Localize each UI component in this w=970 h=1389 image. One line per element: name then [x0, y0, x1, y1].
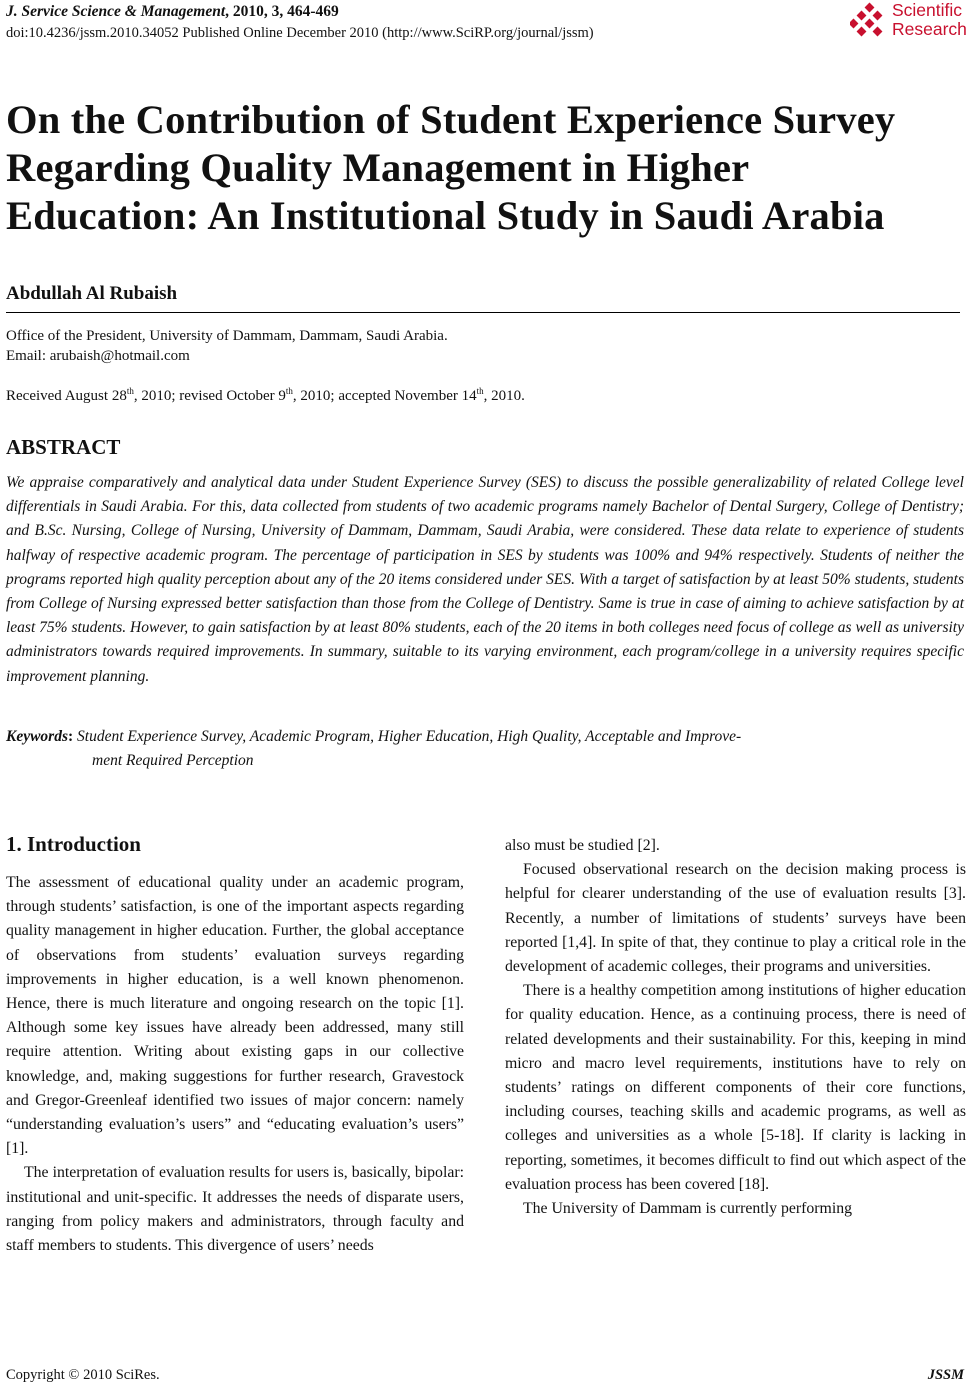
revised-text: , 2010; revised October 9 — [133, 388, 286, 404]
journal-citation — [6, 3, 339, 21]
logo-mark-icon — [850, 2, 890, 42]
received-dates — [6, 386, 525, 405]
paper-title — [6, 96, 966, 240]
keywords-line-1: Student Experience Survey, Academic Program, Higher Education, High Quality, Acceptable and Improve- — [73, 728, 742, 745]
paragraph: The assessment of educational quality under an academic program, through students’ satisfaction, is one of the important aspects regarding quality management in higher education. Further, the global acceptance of observations from students’ evaluation surveys regarding improvements in higher education, is a well known phenomenon. Hence, there is much literature and ongoing research on the topic [1]. Although some key issues have already been addressed, many still require attention. Writing about existing gaps in our collective knowledge, and, making suggestions for further research, Gravestock and Gregor-Greenleaf identified two issues of major concern: namely “understanding evaluation’s users” and “educating evaluation’s users” [1]. — [6, 874, 464, 1158]
title-line: Regarding Quality Management in Higher — [6, 145, 750, 190]
title-line: On the Contribution of Student Experience Survey — [6, 97, 896, 142]
paragraph: The interpretation of evaluation results for users is, basically, bipolar: institutional and unit-specific. It addresses the needs of disparate users, ranging from policy makers and administrators, through faculty and staff members to students. This divergence of users’ needs — [6, 1164, 464, 1255]
doi-line: doi:10.4236/jssm.2010.34052 Published Online December 2010 (http://www.SciRP.org/journal/jssm) — [6, 25, 594, 41]
logo-wordmark — [892, 1, 967, 39]
keywords-line-2: ment Required Perception — [92, 752, 254, 769]
email[interactable]: Email: arubaish@hotmail.com — [6, 348, 190, 364]
journal-name: J. Service Science & Management — [6, 3, 226, 20]
logo-line-1: Scientific — [892, 0, 963, 20]
ordinal-suffix: th — [476, 386, 484, 396]
publisher-logo — [850, 0, 970, 46]
keywords-label: Keywords — [6, 728, 68, 745]
author-name: Abdullah Al Rubaish — [6, 283, 178, 304]
keywords: Keywords: Student Experience Survey, Academic Program, Higher Education, High Quality, Acceptable and Improve- ment Required Perception — [6, 725, 964, 773]
divider — [6, 312, 960, 313]
accepted-text: , 2010; accepted November 14 — [292, 388, 477, 404]
paragraph: The University of Dammam is currently performing — [523, 1200, 853, 1218]
left-column — [6, 871, 464, 1258]
received-end: , 2010. — [483, 388, 525, 404]
copyright: Copyright © 2010 SciRes. — [6, 1367, 160, 1383]
logo-line-2: Research — [892, 19, 967, 39]
affiliation-block — [6, 326, 448, 366]
abstract-text: We appraise comparatively and analytical data under Student Experience Survey (SES) to discuss the possible generalizability of related College level differentials in Saudi Arabia. For this, data collected from students of two academic programs namely Bachelor of Dental Surgery, College of Dentistry; and B.Sc. Nursing, College of Nursing, University of Dammam, Dammam, Saudi Arabia, were considered. These data relate to experience of students halfway of respective academic program. The percentage of participation in SES by students was 100% and 94% respectively. Students of neither the programs reported high quality perception about any of the 20 items considered under SES. With a target of satisfaction by at least 50% students, students from College of Nursing expressed better satisfaction than those from the College of Dentistry. Same is true in case of aiming to achieve satisfaction by at least 75% students. However, to gain satisfaction by at least 80% students, each of the 20 items in both colleges need focus of college as well as university administrators towards required improvements. In summary, suitable to its varying environment, each program/college in a university requires specific improvement planning. — [6, 474, 964, 685]
paragraph: Focused observational research on the decision making process is helpful for clearer understanding of the use of evaluation results [3]. Recently, a number of limitations of students’ surveys have been reported [1,4]. In spite of that, they continue to play a critical role in the development of academic colleges, their programs and universities. — [505, 861, 966, 976]
journal-abbreviation: JSSM — [927, 1367, 964, 1383]
abstract-heading: ABSTRACT — [6, 435, 121, 459]
ordinal-suffix: th — [126, 386, 134, 396]
right-column — [505, 834, 966, 1221]
section-heading: 1. Introduction — [6, 832, 141, 856]
ordinal-suffix: th — [285, 386, 293, 396]
affiliation: Office of the President, University of Dammam, Dammam, Saudi Arabia. — [6, 328, 448, 344]
paragraph: There is a healthy competition among institutions of higher education for quality education. Hence, as a continuing process, there is need of related developments and their sustainability. For this, keeping in mind micro and macro level requirements, institutions have to rely on students’ ratings on different components of their core functions, including courses, teaching skills and academic programs, as well as colleges and universities as a whole [5-18]. If clarity is lacking in reporting, sometimes, it becomes difficult to find out which aspect of the evaluation process has been covered [18]. — [505, 982, 966, 1193]
received-text: Received August 28 — [6, 388, 127, 404]
title-line: Education: An Institutional Study in Saudi Arabia — [6, 193, 885, 238]
journal-volume: , 2010, 3, 464-469 — [225, 3, 339, 20]
paragraph: also must be studied [2]. — [505, 837, 660, 854]
